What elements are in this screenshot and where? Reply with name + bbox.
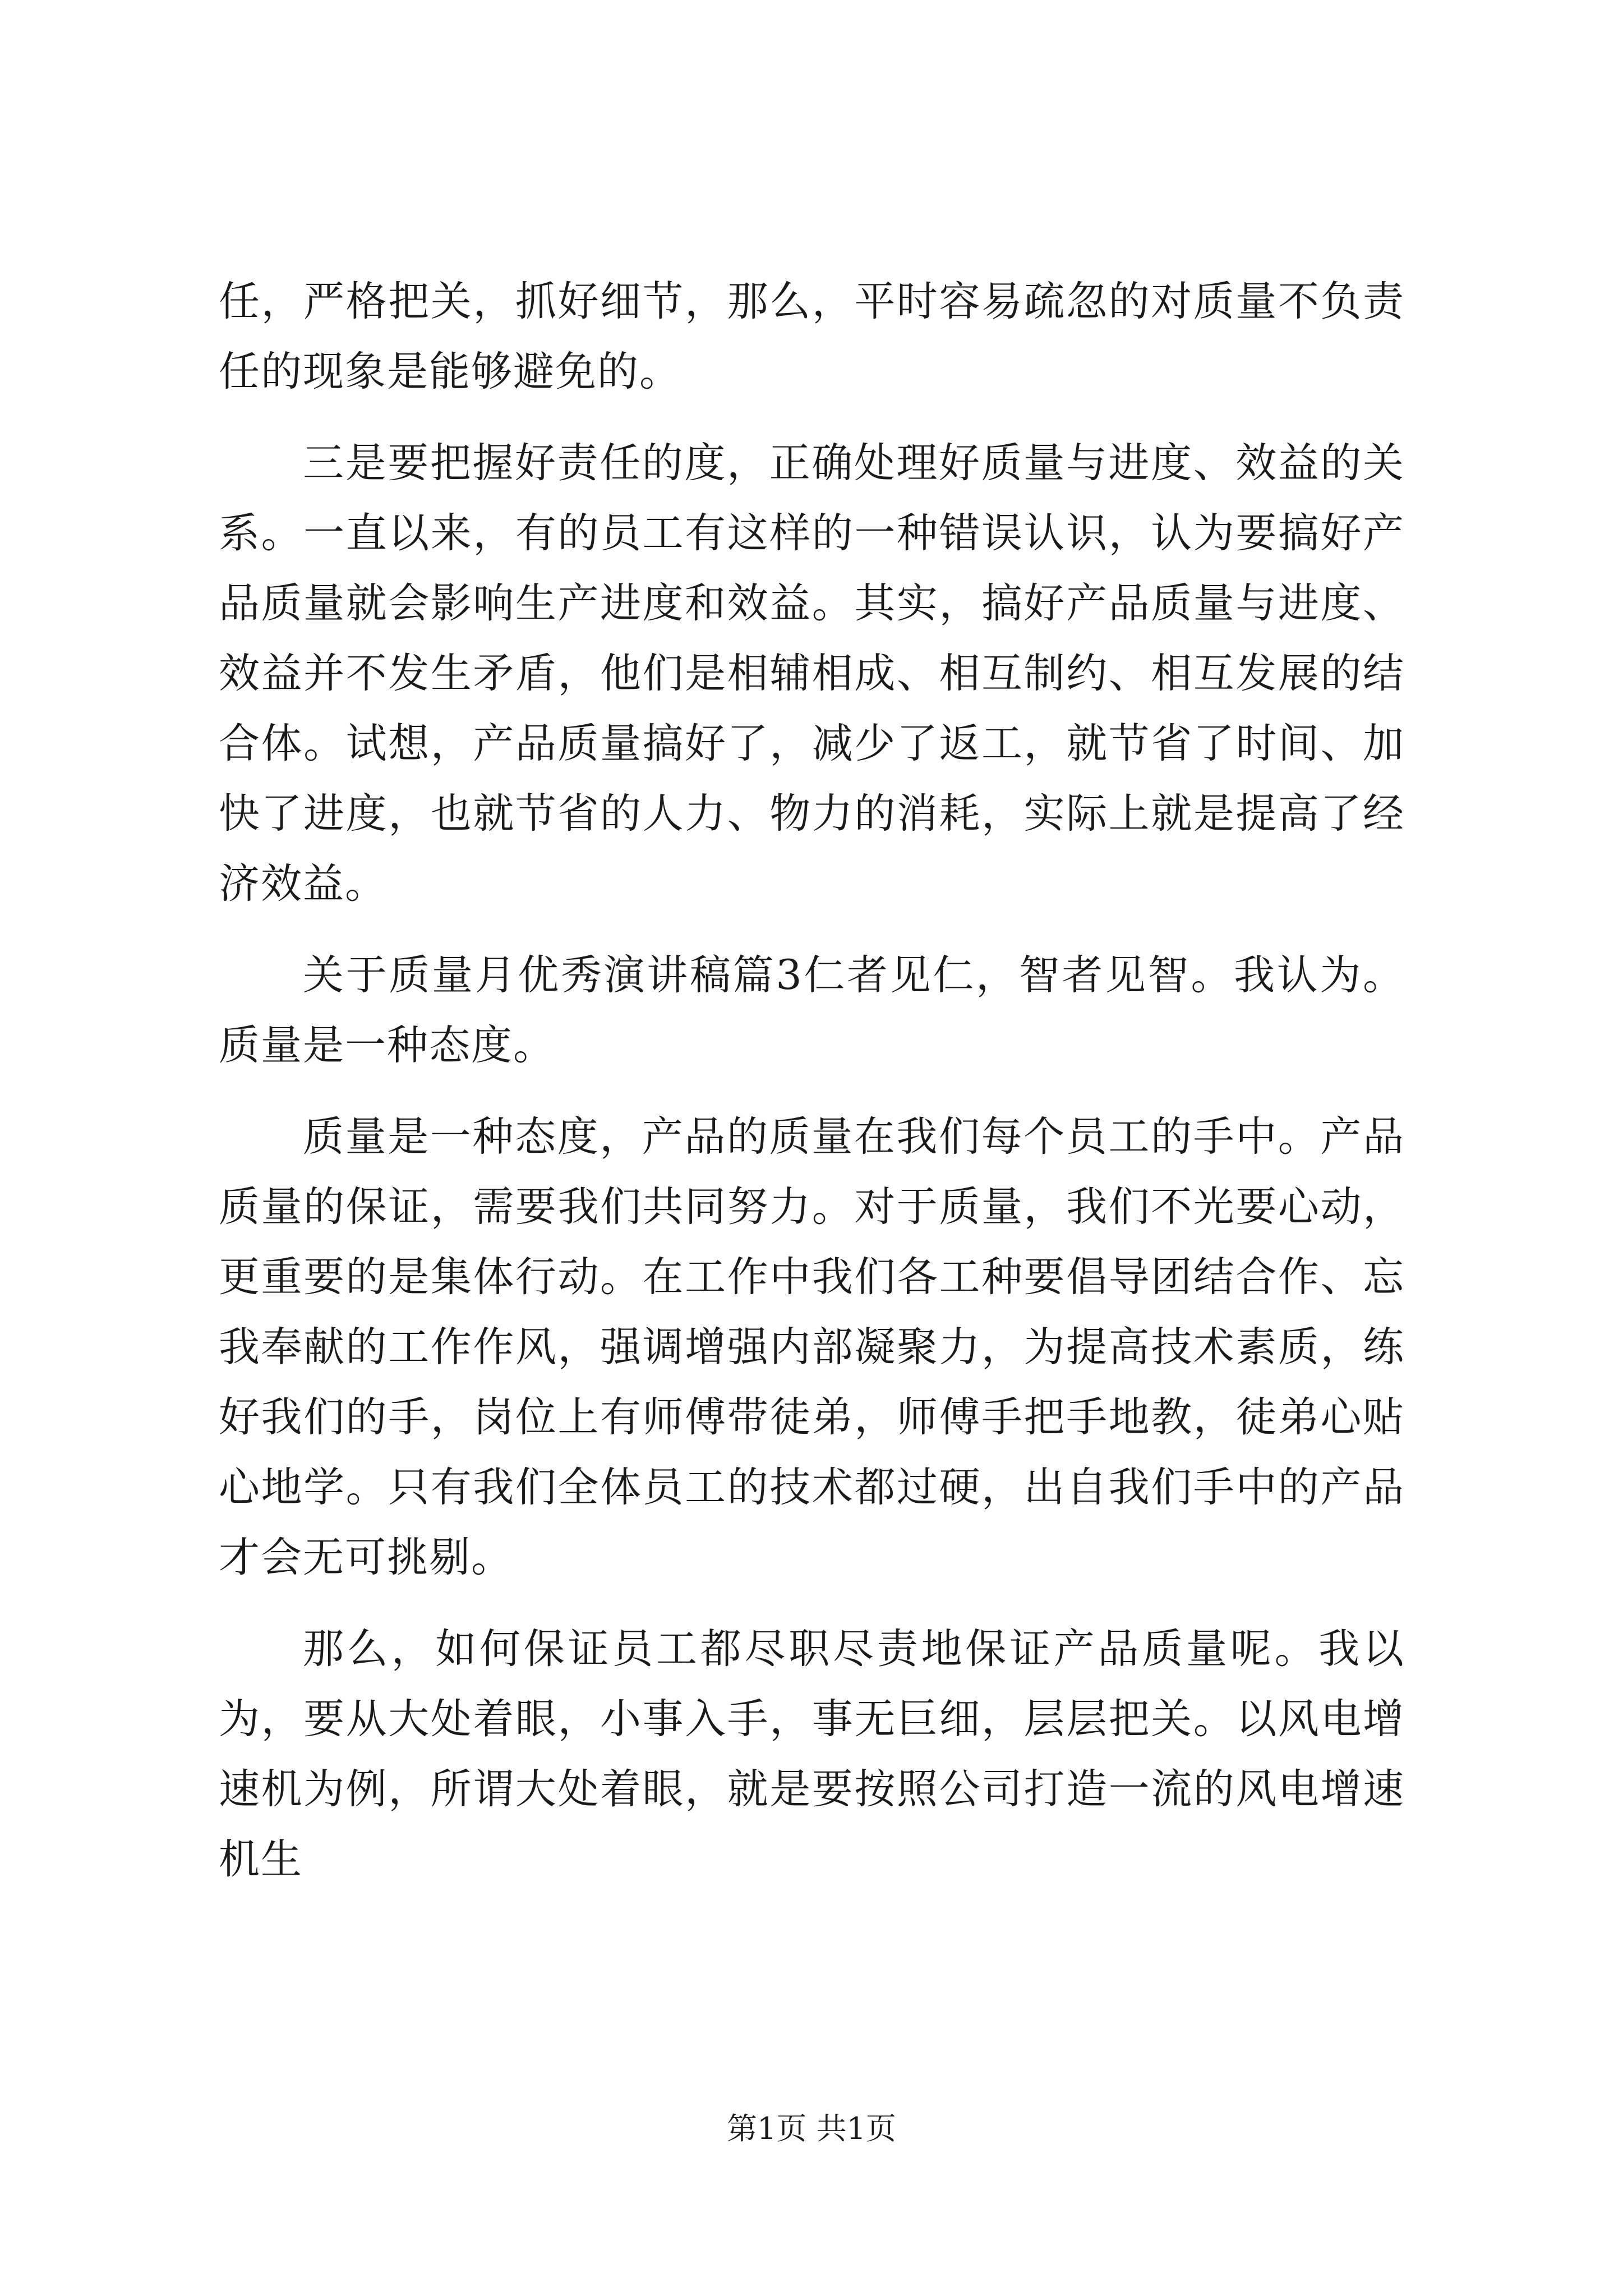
paragraph: 质量是一种态度，产品的质量在我们每个员工的手中。产品质量的保证，需要我们共同努力。对于质量，我们不光要心动，更重要的是集体行动。在工作中我们各工种要倡导团结合作、忘我奉献的工作作风，强调增强内部凝聚力，为提高技术素质，练好我们的手，岗位上有师傅带徒弟，师傅手把手地教，徒弟心贴心地学。只有我们全体员工的技术都过硬，出自我们手中的产品才会无可挑剔。	[219, 1113, 1405, 1581]
paragraph: 三是要把握好责任的度，正确处理好质量与进度、效益的关系。一直以来，有的员工有这样的一种错误认识，认为要搞好产品质量就会影响生产进度和效益。其实，搞好产品质量与进度、效益并不发生矛盾，他们是相辅相成、相互制约、相互发展的结合体。试想，产品质量搞好了，减少了返工，就节省了时间、加快了进度，也就节省的人力、物力的消耗，实际上就是提高了经济效益。	[219, 439, 1405, 908]
paragraph: 关于质量月优秀演讲稿篇3仁者见仁，智者见智。我认为。质量是一种态度。	[219, 951, 1405, 1069]
page-footer: 第1页 共1页	[727, 2111, 896, 2146]
paragraph: 那么，如何保证员工都尽职尽责地保证产品质量呢。我以为，要从大处着眼，小事入手，事无巨细，层层把关。以风电增速机为例，所谓大处着眼，就是要按照公司打造一流的风电增速机生	[219, 1625, 1405, 1883]
document-body	[219, 266, 1405, 1894]
paragraph-continuation: 任，严格把关，抓好细节，那么，平时容易疏忽的对质量不负责任的现象是能够避免的。	[219, 278, 1405, 395]
